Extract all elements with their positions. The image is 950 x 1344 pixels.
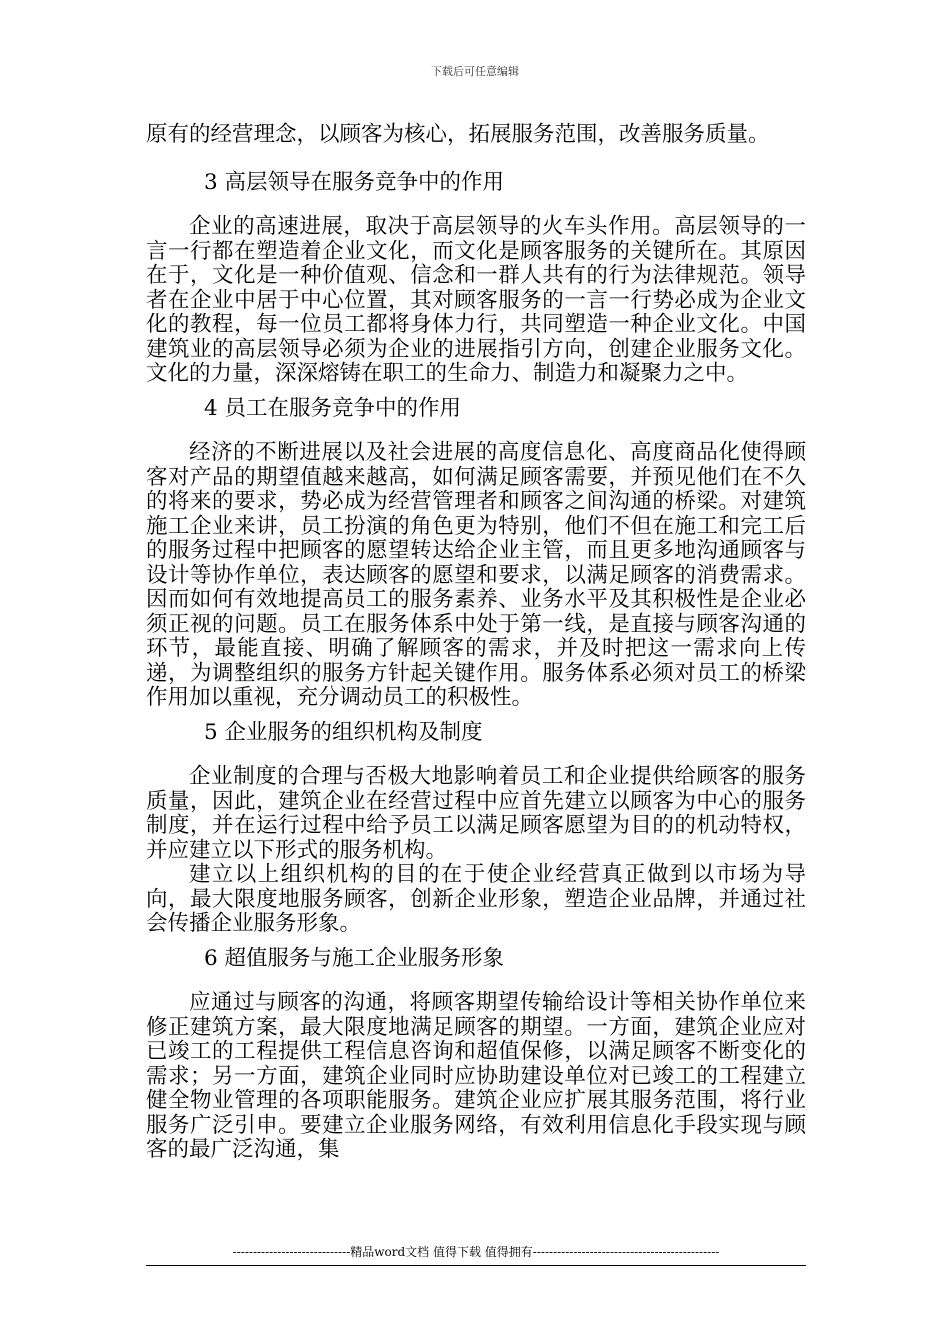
section-heading-5: 5 企业服务的组织机构及制度 bbox=[204, 719, 483, 745]
paragraph-section-5b: 建立以上组织机构的目的在于使企业经营真正做到以市场为导向，最大限度地服务顾客，创新企业形象，塑造企业品牌，并通过社会传播企业服务形象。 bbox=[146, 862, 806, 936]
spacer bbox=[146, 971, 806, 991]
document-body bbox=[146, 123, 806, 1163]
section-heading-6: 6 超值服务与施工企业服务形象 bbox=[204, 945, 505, 971]
spacer bbox=[146, 745, 806, 765]
paragraph-section-4: 经济的不断进展以及社会进展的高度信息化、高度商品化使得顾客对产品的期望值越来越高，如何满足顾客需要，并预见他们在不久的将来的要求，势必成为经营管理者和顾客之间沟通的桥梁。对建筑施工企业来讲，员工扮演的角色更为特别，他们不但在施工和完工后的服务过程中把顾客的愿望转达给企业主管，而且更多地沟通顾客与设计等协作单位，表达顾客的愿望和要求，以满足顾客的消费需求。因而如何有效地提高员工的服务素养、业务水平及其积极性是企业必须正视的问题。员工在服务体系中处于第一线，是直接与顾客沟通的环节，最能直接、明确了解顾客的需求，并及时把这一需求向上传递，为调整组织的服务方针起关键作用。服务体系必须对员工的桥梁作用加以重视，充分调动员工的积极性。 bbox=[146, 440, 806, 710]
footer-divider bbox=[146, 1265, 806, 1266]
section-heading-4: 4 员工在服务竞争中的作用 bbox=[204, 395, 462, 421]
spacer bbox=[146, 711, 806, 721]
spacer bbox=[146, 421, 806, 441]
paragraph-section-6: 应通过与顾客的沟通，将顾客期望传输给设计等相关协作单位来修正建筑方案，最大限度地满足顾客的期望。一方面，建筑企业应对已竣工的工程提供工程信息咨询和超值保修，以满足顾客不断变化的需求；另一方面，建筑企业同时应协助建设单位对已竣工的工程建立健全物业管理的各项职能服务。建筑企业应扩展其服务范围，将行业服务广泛引申。要建立企业服务网络，有效利用信息化手段实现与顾客的最广泛沟通，集 bbox=[146, 990, 806, 1162]
spacer bbox=[146, 937, 806, 947]
spacer bbox=[146, 148, 806, 171]
spacer bbox=[146, 387, 806, 397]
spacer bbox=[146, 195, 806, 215]
section-heading-3: 3 高层领导在服务竞争中的作用 bbox=[204, 169, 505, 195]
paragraph-section-5a: 企业制度的合理与否极大地影响着员工和企业提供给顾客的服务质量，因此，建筑企业在经营过程中应首先建立以顾客为中心的服务制度，并在运行过程中给予员工以满足顾客愿望为目的的机动特权，并应建立以下形式的服务机构。 bbox=[146, 764, 806, 863]
paragraph-section-3: 企业的高速进展，取决于高层领导的火车头作用。高层领导的一言一行都在塑造着企业文化，而文化是顾客服务的关键所在。其原因在于，文化是一种价值观、信念和一群人共有的行为法律规范。领导者在企业中居于中心位置，其对顾客服务的一言一行势必成为企业文化的教程，每一位员工都将身体力行，共同塑造一种企业文化。中国建筑业的高层领导必须为企业的进展指引方向，创建企业服务文化。文化的力量，深深熔铸在职工的生命力、制造力和凝聚力之中。 bbox=[146, 214, 806, 386]
paragraph-continuation: 原有的经营理念，以顾客为核心，拓展服务范围，改善服务质量。 bbox=[146, 122, 770, 147]
page-header-note: 下载后可任意编辑 bbox=[431, 65, 519, 78]
page-footer-note: -----------------------------精品word文档 值得下载 值得拥有---------------------------------------------- bbox=[232, 1245, 720, 1259]
